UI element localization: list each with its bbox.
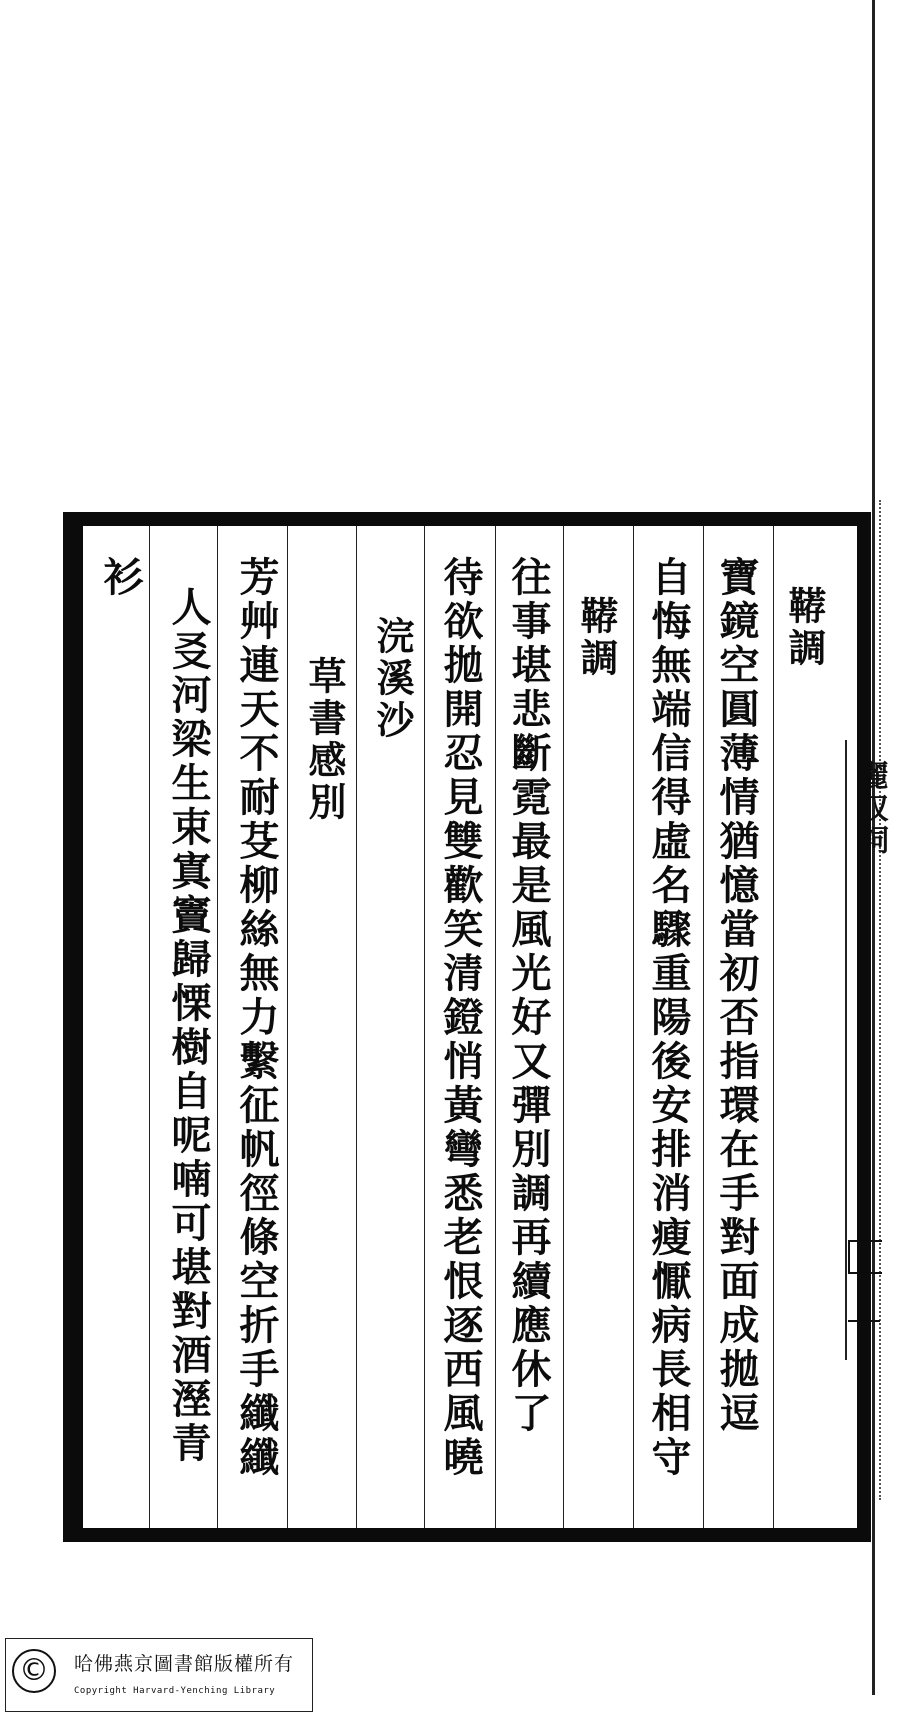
- column-rule: [495, 526, 496, 1528]
- text-frame: [63, 512, 871, 1542]
- column-rule: [287, 526, 288, 1528]
- column-rule: [149, 526, 150, 1528]
- column-rule: [563, 526, 564, 1528]
- fold-title: 麗叹詞: [853, 760, 888, 856]
- copyright-stamp: [5, 1638, 313, 1712]
- copyright-english: Copyright Harvard-Yenching Library: [74, 1686, 276, 1696]
- column-10-text: 人㕛河梁生束寘竇歸慄樹自呢喃可堪對酒溼青: [165, 586, 212, 1466]
- column-rule: [633, 526, 634, 1528]
- copyright-chinese: 哈佛燕京圖書館版權所有: [74, 1653, 295, 1675]
- column-3-text: 自悔無端信得虛名驟重陽後安排消瘦懨病長相守: [645, 556, 692, 1480]
- column-6-text: 待欲拋開忍見雙歡笑清鐙悄黃彎悉老恨逐西風曉: [437, 556, 484, 1480]
- column-9-text: 芳艸連天不耐芟柳絲無力繫征帆徑條空折手纖纖: [233, 556, 280, 1480]
- column-2-text: 寶鏡空圓薄情猶憶當初否指環在手對面成拋逗: [713, 556, 760, 1436]
- column-8-heading: 草書感別: [302, 656, 347, 824]
- column-rule: [424, 526, 425, 1528]
- column-rule: [773, 526, 774, 1528]
- column-11-text: 衫: [97, 556, 144, 600]
- copyright-icon: ©: [12, 1649, 56, 1693]
- column-rule: [356, 526, 357, 1528]
- column-7-heading: 浣溪沙: [370, 616, 415, 742]
- column-rule: [703, 526, 704, 1528]
- column-rule: [217, 526, 218, 1528]
- column-1-heading: 鞯調: [782, 586, 827, 670]
- frame-inner: [77, 526, 857, 1528]
- column-4-heading: 鞯調: [574, 596, 619, 680]
- column-5-text: 往事堪悲斷霓最是風光好又彈別調再續應休了: [505, 556, 552, 1436]
